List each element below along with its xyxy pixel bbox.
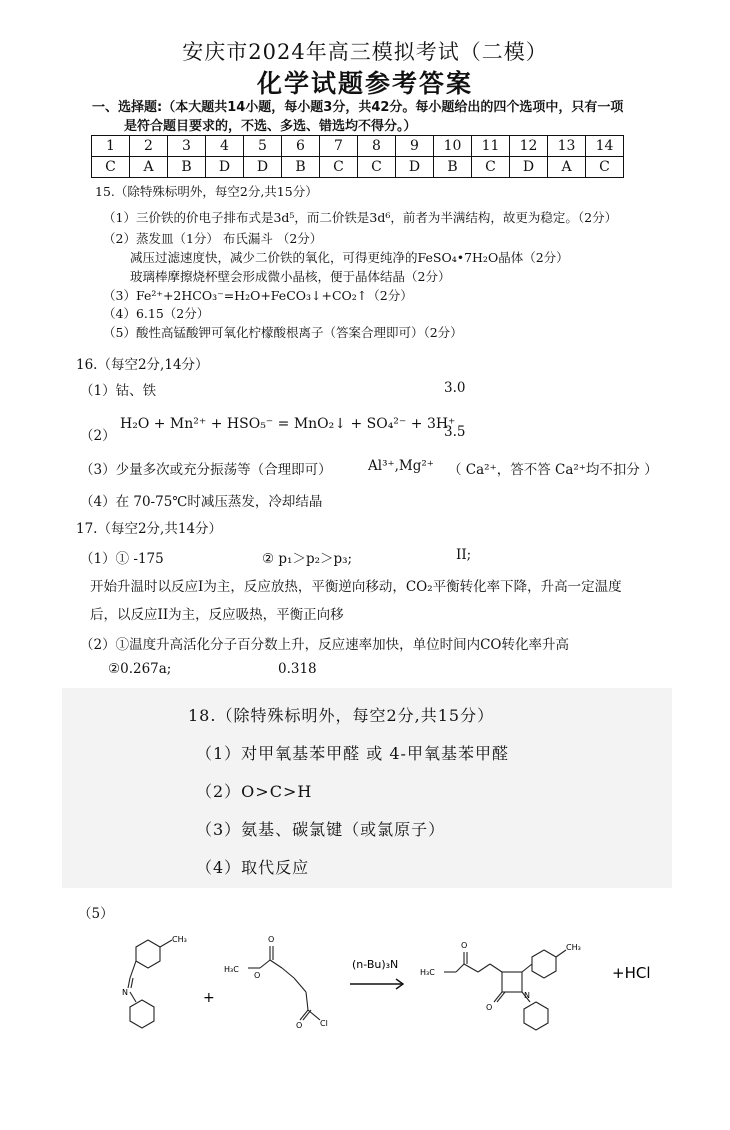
- q18-part3: （3）氨基、碳氯键（或氯原子）: [196, 820, 446, 839]
- q-number: 5: [244, 136, 282, 157]
- q18-part1: （1）对甲氧基苯甲醛 或 4-甲氧基苯甲醛: [196, 744, 509, 763]
- q18-part5-label: （5）: [78, 906, 114, 922]
- q-answer: D: [244, 157, 282, 178]
- label-o-b3: O: [296, 1021, 303, 1030]
- reagent-label: (n-Bu)₃N: [352, 958, 399, 971]
- q16-part1: （1）钴、铁: [80, 383, 157, 399]
- reactant-acid-chloride: [248, 946, 320, 1020]
- q-number: 10: [434, 136, 472, 157]
- q-number: 2: [130, 136, 168, 157]
- label-h3c-b: H₃C: [224, 965, 239, 974]
- q15-header: 15.（除特殊标明外，每空2分,共15分）: [95, 184, 318, 199]
- q-answer: A: [548, 157, 586, 178]
- q15-part3: （3）Fe²⁺+2HCO₃⁻=H₂O+FeCO₃↓+CO₂↑（2分）: [103, 288, 413, 303]
- label-o-c: O: [461, 941, 468, 950]
- q15-part4: （4）6.15（2分）: [103, 306, 210, 321]
- q15-part2b: 减压过滤速度快，减少二价铁的氧化，可得更纯净的FeSO₄•7H₂O晶体（2分）: [130, 250, 569, 265]
- reaction-scheme: [100, 920, 680, 1050]
- q15-part2: （2）蒸发皿（1分） 布氏漏斗 （2分）: [103, 231, 323, 246]
- q17-part2-a: （2）①温度升高活化分子百分数上升，反应速率加快，单位时间内CO转化率升高: [80, 637, 569, 653]
- answer-table-numbers: [92, 136, 624, 157]
- label-n-c: N: [524, 991, 530, 1000]
- label-ch3-c: CH₃: [566, 943, 581, 952]
- q15-part5: （5）酸性高锰酸钾可氧化柠檬酸根离子（答案合理即可）（2分）: [103, 325, 463, 340]
- product-lactam: [444, 950, 566, 1030]
- q17-part1-d: 开始升温时以反应I为主，反应放热，平衡逆向移动，CO₂平衡转化率下降，升高一定温度: [90, 579, 622, 595]
- q-number: 4: [206, 136, 244, 157]
- answer-table-answers: [92, 157, 624, 178]
- q-answer: D: [396, 157, 434, 178]
- q16-part2-answer: 3.5: [444, 424, 466, 440]
- section1-line2: 是符合题目要求的，不选、多选、错选均不得分。）: [124, 119, 417, 134]
- q15-part2c: 玻璃棒摩擦烧杯壁会形成微小晶核，便于晶体结晶（2分）: [130, 269, 451, 284]
- label-o-b2: O: [268, 935, 275, 944]
- exam-title: 安庆市2024年高三模拟考试（二模）: [182, 40, 548, 64]
- q-answer: B: [434, 157, 472, 178]
- q17-part1-b: ② p₁＞p₂＞p₃;: [262, 551, 353, 567]
- q-answer: B: [168, 157, 206, 178]
- q15-part1: （1）三价铁的价电子排布式是3d⁵，而二价铁是3d⁶，前者为半满结构，故更为稳定。（2分）: [103, 210, 618, 225]
- q-number: 12: [510, 136, 548, 157]
- q16-part2-label: （2）: [80, 428, 116, 444]
- answer-table: [91, 135, 624, 178]
- q-answer: C: [358, 157, 396, 178]
- q-answer: C: [320, 157, 358, 178]
- q17-part1-c: II;: [456, 547, 472, 563]
- q16-part3-ions: Al³⁺,Mg²⁺: [368, 458, 434, 474]
- q-answer: D: [206, 157, 244, 178]
- q18-part2: （2）O>C>H: [196, 782, 313, 801]
- q-number: 6: [282, 136, 320, 157]
- label-o-b1: O: [254, 971, 261, 980]
- q16-part3-note: （ Ca²⁺，答不答 Ca²⁺均不扣分 ）: [448, 462, 658, 478]
- label-h3c-c: H₃C: [420, 968, 435, 977]
- q18-header: 18.（除特殊标明外，每空2分,共15分）: [188, 706, 495, 725]
- q17-part1-e: 后，以反应II为主，反应吸热，平衡正向移: [90, 607, 344, 623]
- reactant-imine: [128, 940, 172, 1028]
- q-answer: D: [510, 157, 548, 178]
- q-number: 1: [92, 136, 130, 157]
- q18-part4: （4）取代反应: [196, 858, 310, 877]
- q16-part3: （3）少量多次或充分振荡等（合理即可）: [80, 462, 332, 478]
- q-number: 9: [396, 136, 434, 157]
- q16-part4: （4）在 70-75℃时减压蒸发，冷却结晶: [80, 494, 323, 510]
- section1-line1: 一、选择题:（本大题共14小题，每小题3分，共42分。每小题给出的四个选项中，只有一项: [92, 100, 624, 115]
- q16-header: 16.（每空2分,14分）: [76, 357, 209, 373]
- label-ch3-a: CH₃: [172, 935, 187, 944]
- answer-key-title: 化学试题参考答案: [256, 69, 473, 98]
- q17-part2-b: ②0.267a;: [108, 661, 172, 677]
- plus-sign: +: [203, 990, 215, 1006]
- hcl-byproduct: +HCl: [612, 964, 651, 982]
- q-number: 7: [320, 136, 358, 157]
- q17-header: 17.（每空2分,共14分）: [76, 521, 223, 537]
- section1-instructions: [92, 98, 692, 136]
- q-answer: C: [586, 157, 624, 178]
- q-answer: C: [92, 157, 130, 178]
- q-answer: A: [130, 157, 168, 178]
- q-number: 3: [168, 136, 206, 157]
- q17-part1-a: （1）① -175: [80, 551, 164, 567]
- label-n-a: N: [122, 988, 128, 997]
- q-number: 13: [548, 136, 586, 157]
- q-number: 11: [472, 136, 510, 157]
- q17-part2-c: 0.318: [278, 661, 317, 677]
- label-o-c2: O: [486, 1003, 493, 1012]
- q-number: 14: [586, 136, 624, 157]
- q16-part2-equation: H₂O + Mn²⁺ + HSO₅⁻ = MnO₂↓ + SO₄²⁻ + 3H⁺: [120, 416, 456, 432]
- q-number: 8: [358, 136, 396, 157]
- q16-part1-answer: 3.0: [444, 380, 466, 396]
- label-cl-b: Cl: [320, 1019, 328, 1028]
- q-answer: B: [282, 157, 320, 178]
- q-answer: C: [472, 157, 510, 178]
